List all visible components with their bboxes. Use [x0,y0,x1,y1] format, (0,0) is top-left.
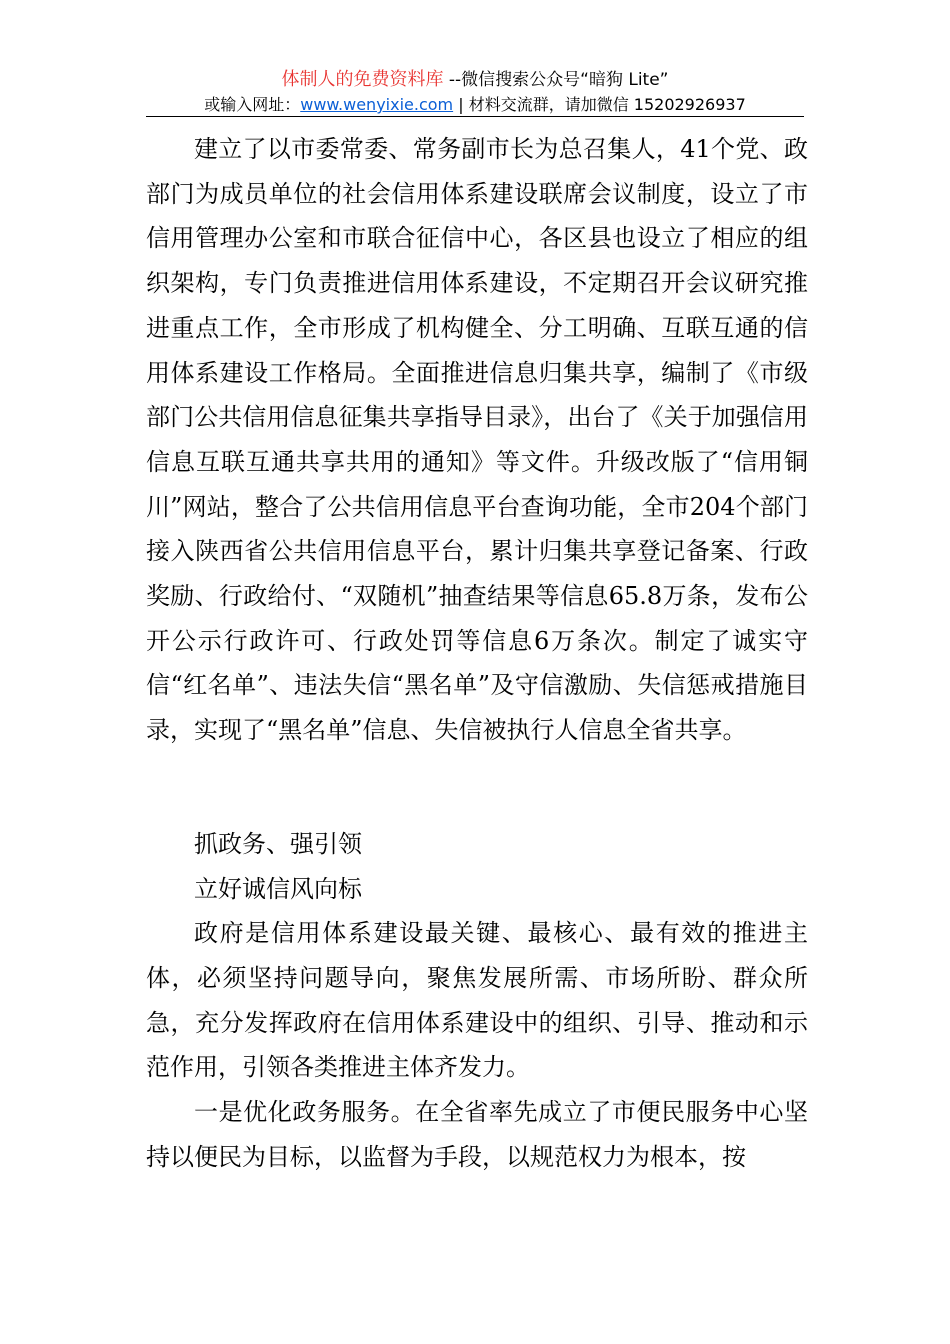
url-prefix: 或输入网址： [204,95,301,114]
header-divider [146,116,804,117]
body-paragraph-2: 政府是信用体系建设最关键、最核心、最有效的推进主体，必须坚持问题导向，聚焦发展所需、市场所盼、群众所急，充分发挥政府在信用体系建设中的组织、引导、推动和示范作用，引领各类推进主体齐发力。 [146,919,808,1082]
document-body [146,127,808,1179]
header-line-2 [0,93,950,117]
section-heading-2: 立好诚信风向标 [194,874,362,903]
body-paragraph-3: 一是优化政务服务。在全省率先成立了市便民服务中心坚持以便民为目标，以监督为手段，以规范权力为根本，按 [146,1098,808,1171]
header-separator: | [453,95,469,114]
contact-info: 材料交流群，请加微信 15202926937 [468,95,746,114]
wechat-tagline: --微信搜索公众号“暗狗 Lite” [443,70,669,90]
header-line-1 [0,68,950,92]
body-paragraph-1: 建立了以市委常委、常务副市长为总召集人，41个党、政部门为成员单位的社会信用体系建设联席会议制度，设立了市信用管理办公室和市联合征信中心，各区县也设立了相应的组织架构，专门负责推进信用体系建设，不定期召开会议研究推进重点工作，全市形成了机构健全、分工明确、互联互通的信用体系建设工作格局。全面推进信息归集共享，编制了《市级部门公共信用信息征集共享指导目录》，出台了《关于加强信用信息互联互通共享共用的通知》等文件。升级改版了“信用铜川”网站，整合了公共信用信息平台查询功能，全市204个部门接入陕西省公共信用信息平台，累计归集共享登记备案、行政奖励、行政给付、“双随机”抽查结果等信息65.8万条，发布公开公示行政许可、行政处罚等信息6万条次。制定了诚实守信“红名单”、违法失信“黑名单”及守信激励、失信惩戒措施目录，实现了“黑名单”信息、失信被执行人信息全省共享。 [146,135,808,745]
section-heading-1: 抓政务、强引领 [194,829,362,858]
page-header [0,68,950,117]
paragraph-spacer [146,753,808,822]
website-link[interactable]: www.wenyixie.com [300,95,454,114]
brand-title: 体制人的免费资料库 [281,69,444,90]
